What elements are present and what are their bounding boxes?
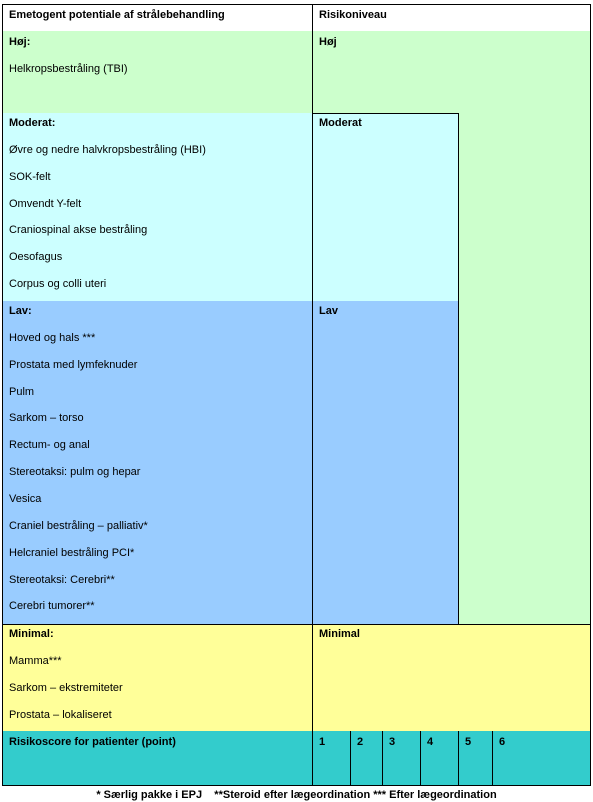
score-label: Risikoscore for patienter (point) [9, 736, 176, 748]
section-low-item: Hoved og hals *** [9, 332, 96, 344]
section-moderate-item: SOK-felt [9, 171, 51, 183]
score-point-3: 3 [389, 736, 396, 748]
risk-level-moderate-label: Moderat [319, 117, 362, 129]
section-low-title: Lav: [9, 305, 32, 317]
score-point-cell-5 [458, 731, 493, 786]
risk-level-moderate-cell [312, 113, 459, 302]
section-high-title: Høj: [9, 36, 31, 48]
risk-level-low-label: Lav [319, 305, 338, 317]
header-emetogenic-label: Emetogent potentiale af strålebehandling [9, 9, 225, 21]
score-point-1: 1 [319, 736, 326, 748]
score-point-cell-4 [420, 731, 459, 786]
section-high-item: Helkropsbestråling (TBI) [9, 63, 128, 75]
section-low-item: Helcraniel bestråling PCI* [9, 547, 135, 559]
score-point-4: 4 [427, 736, 434, 748]
score-point-5: 5 [465, 736, 472, 748]
section-low-item: Rectum- og anal [9, 439, 90, 451]
section-low-item: Craniel bestråling – palliativ* [9, 520, 148, 532]
section-minimal-item: Sarkom – ekstremiteter [9, 682, 123, 694]
section-moderate-item: Oesofagus [9, 251, 63, 263]
section-low-item: Sarkom – torso [9, 412, 84, 424]
section-moderate-item: Øvre og nedre halvkropsbestråling (HBI) [9, 144, 206, 156]
score-point-cell-3 [382, 731, 421, 786]
score-point-6: 6 [499, 736, 506, 748]
risk-level-high-label: Høj [319, 36, 337, 48]
score-point-cell-2 [350, 731, 383, 786]
score-point-2: 2 [357, 736, 364, 748]
section-minimal-title: Minimal: [9, 628, 54, 640]
risk-level-low-cell [312, 301, 459, 625]
section-moderate-item: Craniospinal akse bestråling [9, 224, 148, 236]
header-risk-level-label: Risikoniveau [319, 9, 387, 21]
score-point-cell-1 [312, 731, 351, 786]
score-point-cell-6 [492, 731, 591, 786]
section-low-item: Pulm [9, 386, 35, 398]
section-low-item: Vesica [9, 493, 42, 505]
section-low-item: Cerebri tumorer** [9, 600, 95, 612]
risk-level-minimal-label: Minimal [319, 628, 360, 640]
risk-level-high-cell [312, 31, 313, 114]
footnote: * Særlig pakke i EPJ **Steroid efter lægeordination *** Efter lægeordination [96, 789, 497, 801]
section-moderate-title: Moderat: [9, 117, 56, 129]
section-minimal-item: Mamma*** [9, 655, 62, 667]
section-low-item: Stereotaksi: Cerebri** [9, 574, 115, 586]
section-low-item: Stereotaksi: pulm og hepar [9, 466, 141, 478]
section-moderate-item: Omvendt Y-felt [9, 198, 82, 210]
section-minimal-item: Prostata – lokaliseret [9, 709, 112, 721]
section-moderate-item: Corpus og colli uteri [9, 278, 107, 290]
moderate-top-border [312, 113, 459, 114]
section-low-item: Prostata med lymfeknuder [9, 359, 138, 371]
